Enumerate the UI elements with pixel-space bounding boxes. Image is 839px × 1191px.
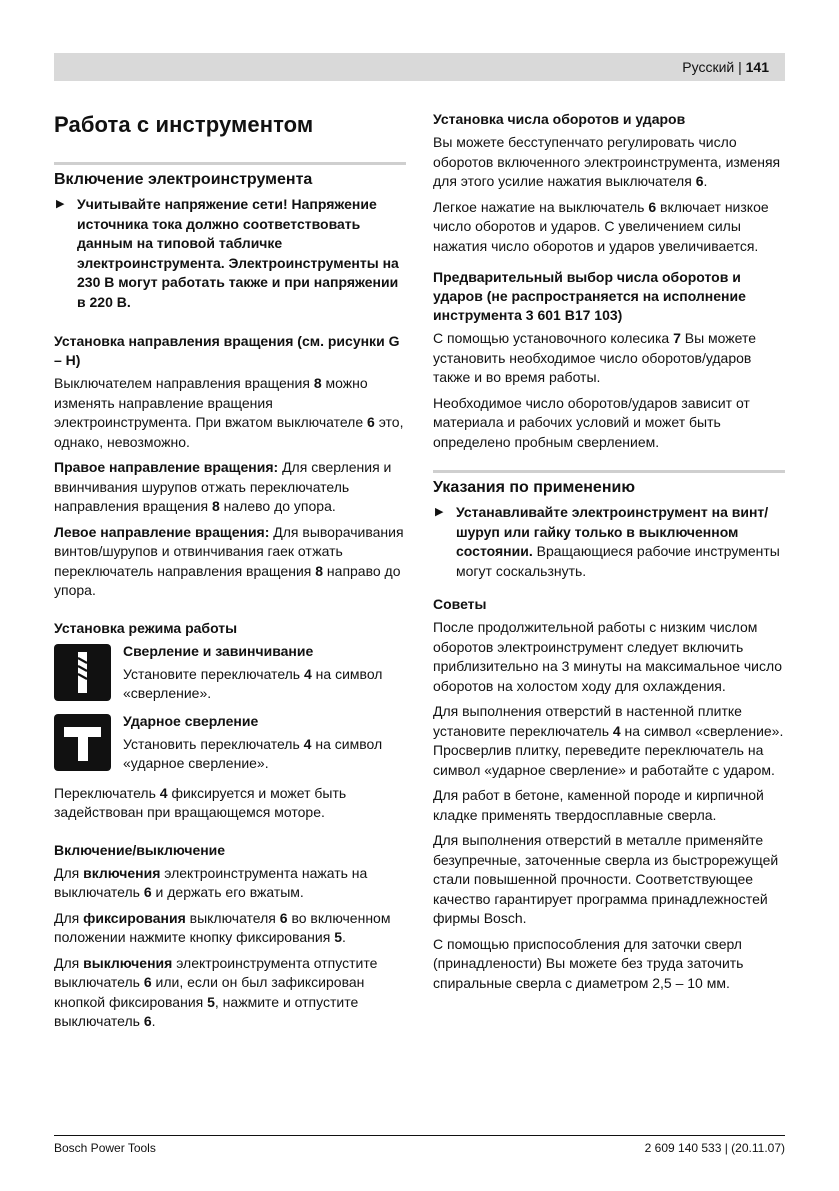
paragraph: Переключатель 4 фиксируется и может быть задействован при вращающемся моторе. bbox=[54, 784, 347, 820]
paragraph: Для выключения электроинструмента отпустите выключатель 6 или, если он был зафиксирован кнопкой фиксирования 5, нажмите и отпустите выключатель 6. bbox=[54, 954, 378, 1029]
footer-doc-number: 2 609 140 533 | (20.11.07) bbox=[644, 1141, 785, 1155]
drill-bit-icon bbox=[54, 644, 111, 701]
paragraph: Для выполнения отверстий в настенной плитке установите переключатель 4 на символ «сверление». Просверлив плитку, переведите переключатель на символ «ударное сверление» и работайте с ударом. bbox=[433, 703, 784, 778]
subheading-preselect: Предварительный выбор числа оборотов и ударов (не распространяется на исполнение инструмента 3 601 B17 103) bbox=[433, 269, 746, 323]
mode-text: Установите переключатель 4 на символ «сверление». bbox=[123, 665, 383, 701]
hammer-icon bbox=[54, 714, 111, 771]
header-text: Русский | 141 bbox=[682, 59, 769, 75]
subheading-onoff: Включение/выключение bbox=[54, 841, 226, 858]
paragraph: Для фиксирования выключателя 6 во включенном положении нажмите кнопку фиксирования 5. bbox=[54, 909, 391, 945]
paragraph: Левое направление вращения: Для выворачивания винтов/шурупов и отвинчивания гаек отжать переключатель направления вращения 8 направо до упора. bbox=[54, 523, 404, 598]
paragraph: Для выполнения отверстий в металле применяйте безупречные, заточенные сверла из быстрорежущей стали повышенной прочности. Соответствующее качество гарантирует программа принадлежностей фирмы Bosch. bbox=[433, 832, 779, 926]
bullet-triangle-icon: ▶ bbox=[435, 506, 444, 518]
mode-drilling bbox=[54, 642, 406, 704]
paragraph: Для включения электроинструмента нажать на выключатель 6 и держать его вжатым. bbox=[54, 864, 368, 900]
paragraph: Легкое нажатие на выключатель 6 включает низкое число оборотов и ударов. С увеличением силы нажатия число оборотов и ударов увеличивается. bbox=[433, 198, 769, 254]
mode-title: Сверление и завинчивание bbox=[123, 642, 314, 659]
section-switch-on bbox=[54, 162, 406, 189]
page-header bbox=[54, 53, 785, 81]
paragraph: С помощью установочного колесика 7 Вы можете установить необходимое число оборотов/ударов также и во время работы. bbox=[433, 330, 757, 385]
subheading-rotation: Установка направления вращения (см. рисунки G – H) bbox=[54, 333, 400, 368]
paragraph: Правое направление вращения: Для сверления и ввинчивания шурупов отжать переключатель направления вращения 8 налево до упора. bbox=[54, 459, 392, 514]
paragraph: Выключателем направления вращения 8 можно изменять направление вращения электроинструмента. При вжатом выключателе 6 это, однако, невозможно. bbox=[54, 375, 404, 450]
subheading-advice: Советы bbox=[433, 596, 487, 612]
paragraph: После продолжительной работы с низким числом оборотов электроинструмент следует включить приблизительно на 3 минуты на максимальное число оборотов на холостом ходу для охлаждения. bbox=[433, 619, 783, 694]
safety-bullet: ▶ Устанавливайте электроинструмент на винт/шуруп или гайку только в выключенном состоянии. Вращающиеся рабочие инструменты могут соскальзнуть. bbox=[435, 504, 780, 579]
subheading-mode: Установка режима работы bbox=[54, 619, 238, 636]
mode-text: Установить переключатель 4 на символ «ударное сверление». bbox=[123, 735, 383, 771]
header-language: Русский bbox=[682, 59, 735, 75]
section-heading: Включение электроинструмента bbox=[54, 171, 313, 188]
paragraph: С помощью приспособления для заточки сверл (принадлености) Вы можете без труда заточить спиральные сверла с диаметром 2,5 – 10 мм. bbox=[433, 935, 744, 991]
mode-title: Ударное сверление bbox=[123, 712, 259, 729]
footer-divider bbox=[54, 1135, 785, 1136]
header-page-number: 141 bbox=[745, 59, 769, 75]
right-column bbox=[433, 110, 785, 999]
footer-publisher: Bosch Power Tools bbox=[54, 1141, 156, 1155]
page-title: Работа с инструментом bbox=[54, 112, 314, 137]
subheading-speed: Установка числа оборотов и ударов bbox=[433, 111, 686, 127]
section-tips bbox=[433, 470, 785, 497]
safety-text: Учитывайте напряжение сети! Напряжение источника тока должно соответствовать данным на типовой табличке электроинструмента. Электроинструменты на 230 В могут работать также и при напряжении в 220 В. bbox=[77, 196, 399, 310]
safety-bullet bbox=[54, 195, 406, 312]
paragraph: Вы можете бесступенчато регулировать число оборотов включенного электроинструмента, изменяя для этого усилие нажатия выключателя 6. bbox=[433, 134, 781, 189]
paragraph: Необходимое число оборотов/ударов зависит от материала и рабочих условий и может быть определено пробным сверлением. bbox=[433, 394, 750, 450]
mode-hammer bbox=[54, 712, 406, 774]
left-column bbox=[54, 108, 406, 1038]
bullet-triangle-icon: ▶ bbox=[56, 198, 65, 210]
section-heading: Указания по применению bbox=[433, 479, 635, 496]
paragraph: Для работ в бетоне, каменной породе и кирпичной кладке применять твердосплавные сверла. bbox=[433, 787, 764, 823]
